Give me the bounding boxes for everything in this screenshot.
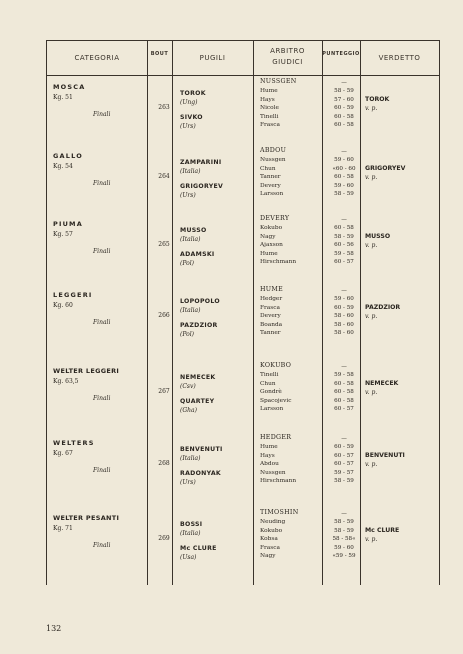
referee-name: HEDGER [260,434,292,441]
header-bout: BOUT [150,51,169,57]
category-name: WELTER PESANTI [53,514,120,522]
verdict-type: v. p. [365,389,378,396]
boxer-name: BOSSI [180,521,203,528]
verdict-winner: MUSSO [365,233,391,240]
judge-name: Hedger [260,296,283,302]
weight-limit: Kg. 67 [53,450,73,457]
header-verdetto: VERDETTO [378,54,421,62]
judge-score: 60 - 58 [334,225,354,231]
judge-score: 60 - 58 [334,122,354,129]
judge-name: Larsson [260,191,284,198]
referee-name: DEVERY [260,215,290,222]
judge-score: 59 - 60 [334,296,354,302]
boxer-name: LOPOPOLO [180,298,220,305]
boxer-country: (Urs) [180,123,196,130]
column-divider [147,41,148,585]
judge-name: Hume [260,250,278,257]
judge-score: 59 - 60 [334,182,354,189]
header-pugili: PUGILI [199,54,226,62]
judge-score: 58 - 59 [334,519,354,525]
score-dash: — [341,217,347,223]
judge-score: 59 - 60 [334,544,354,551]
bout-number: 268 [158,460,170,467]
judge-name: Frasca [260,122,280,129]
judge-score: 58 - 60 [334,321,354,328]
boxer-country: (Italia) [180,236,201,243]
weight-limit: Kg. 71 [53,525,73,532]
judge-name: Abdou [260,461,279,468]
judge-score: 58 - 59 [334,88,354,94]
boxer-country: (Pol) [180,331,195,338]
judge-score: 57 - 60 [334,96,354,103]
judge-score: 60 - 58 [334,397,354,404]
bout-number: 266 [158,312,170,319]
boxer-country: (Urs) [180,192,196,199]
judge-score: 60 - 58 [334,113,354,120]
judge-score: 58 - 59 [334,191,354,198]
header-arbitro: ARBITRO [270,47,305,55]
judge-name: Tanner [260,330,281,337]
bout-number: 263 [158,104,170,111]
stage-label: Finali [93,542,111,549]
verdict-type: v. p. [365,242,378,249]
score-dash: — [341,364,347,370]
weight-limit: Kg. 63,5 [53,378,79,385]
bout-number: 267 [158,388,170,395]
boxer-name: RADONYAK [180,470,221,477]
header-punteggio: PUNTEGGIO [322,51,360,57]
weight-limit: Kg. 57 [53,231,73,238]
judge-score: 60 - 59 [334,105,354,112]
judge-name: Devery [260,182,281,189]
boxer-name: ADAMSKI [180,251,215,258]
boxer-name: GRIGORYEV [180,183,224,190]
judge-name: Hays [260,452,275,459]
bout-number: 269 [158,535,170,542]
boxer-name: TOROK [180,90,206,97]
judge-score: «60 - 60 [332,165,356,172]
stage-label: Finali [93,180,111,187]
judge-name: Spacojevic [260,397,292,404]
judge-name: Frasca [260,304,280,311]
verdict-winner: Mc CLURE [365,527,400,534]
judge-name: Nussgen [260,469,286,476]
verdict-type: v. p. [365,313,378,320]
header-divider [47,75,439,76]
judge-name: Kobsa [260,536,278,543]
boxer-name: QUARTEY [180,398,215,405]
judge-score: 60 - 58 [334,380,354,387]
category-name: PIUMA [53,220,83,228]
judge-name: Hume [260,444,278,450]
judge-name: Kokubo [260,225,283,231]
bout-number: 265 [158,241,170,248]
judge-name: Tinelli [260,113,279,120]
boxer-country: (Urs) [180,479,196,486]
bout-number: 264 [158,173,170,180]
stage-label: Finali [93,467,111,474]
column-divider [360,41,361,585]
judge-score: 59 - 58 [334,250,354,257]
judge-name: Nicole [260,105,279,112]
judge-name: Hirschmann [260,259,297,266]
weight-limit: Kg. 51 [53,94,73,101]
judge-name: Hume [260,88,278,94]
stage-label: Finali [93,248,111,255]
stage-label: Finali [93,111,111,118]
category-name: WELTER LEGGERI [53,367,120,375]
judge-name: Chun [260,165,276,172]
boxer-name: SIVKO [180,114,203,121]
score-dash: — [341,511,347,517]
category-name: WELTERS [53,439,95,447]
judge-score: 58 - 60 [334,313,354,320]
score-dash: — [341,80,347,86]
judge-score: 60 - 57 [334,461,354,468]
boxer-name: BENVENUTI [180,446,223,453]
judge-score: 58 - 60 [334,330,354,337]
weight-limit: Kg. 54 [53,163,73,170]
boxer-name: Mc CLURE [180,545,217,552]
verdict-winner: NEMECEK [365,380,399,387]
header-categoria: CATEGORIA [74,54,120,62]
judge-name: Frasca [260,544,280,551]
header-giudici: GIUDICI [272,58,303,66]
judge-score: 60 - 59 [334,304,354,311]
judge-name: Gondrè [260,389,282,396]
judge-name: Hays [260,96,275,103]
score-dash: — [341,436,347,442]
judge-name: Boanda [260,321,283,328]
referee-name: HUME [260,286,284,293]
judge-score: 59 - 58 [334,372,354,378]
judge-score: 58 - 58« [332,536,356,543]
column-divider [322,41,323,585]
boxer-country: (Ung) [180,99,198,106]
judge-score: 60 - 59 [334,444,354,450]
boxer-name: NEMECEK [180,374,216,381]
boxer-country: (Italia) [180,455,201,462]
verdict-winner: BENVENUTI [365,452,405,459]
judge-name: Ajaxson [260,242,283,249]
verdict-type: v. p. [365,536,378,543]
judge-score: 60 - 57 [334,406,354,413]
judge-score: 58 - 59 [334,478,354,485]
judge-score: 60 - 56 [334,242,354,249]
category-name: GALLO [53,152,83,160]
judge-score: 60 - 57 [334,259,354,266]
judge-name: Tinelli [260,372,279,378]
boxer-country: (Pol) [180,260,195,267]
referee-name: TIMOSHIN [260,509,299,516]
judge-name: Kokubo [260,527,283,534]
boxer-country: (Usa) [180,554,197,561]
verdict-type: v. p. [365,174,378,181]
judge-name: Nagy [260,233,276,240]
verdict-type: v. p. [365,461,378,468]
boxer-country: (Csv) [180,383,196,390]
stage-label: Finali [93,395,111,402]
referee-name: KOKUBO [260,362,292,369]
judge-score: 59 - 60 [334,157,354,163]
boxer-country: (Italia) [180,168,201,175]
judge-name: Devery [260,313,281,320]
judge-score: «59 - 59 [332,553,356,560]
judge-score: 60 - 58 [334,389,354,396]
judge-score: 58 - 59 [334,527,354,534]
judge-score: 60 - 57 [334,452,354,459]
boxer-country: (Italia) [180,307,201,314]
verdict-winner: TOROK [365,96,390,103]
verdict-winner: GRIGORYEV [365,165,406,172]
judge-name: Neuding [260,519,286,525]
judge-score: 58 - 59 [334,233,354,240]
boxer-country: (Italia) [180,530,201,537]
judge-name: Hirschmann [260,478,297,485]
verdict-winner: PAZDZIOR [365,304,401,311]
score-dash: — [341,149,347,155]
results-table [46,40,440,585]
judge-score: 59 - 57 [334,469,354,476]
weight-limit: Kg. 60 [53,302,73,309]
category-name: LEGGERI [53,291,93,299]
stage-label: Finali [93,319,111,326]
judge-name: Larsson [260,406,284,413]
column-divider [253,41,254,585]
referee-name: ABDOU [260,147,287,154]
judge-name: Nussgen [260,157,286,163]
boxer-name: MUSSO [180,227,207,234]
category-name: MOSCA [53,83,86,91]
judge-score: 60 - 58 [334,174,354,181]
referee-name: NUSSGEN [260,78,297,85]
boxer-country: (Gha) [180,407,197,414]
boxer-name: ZAMPARINI [180,159,222,166]
boxer-name: PAZDZIOR [180,322,218,329]
judge-name: Nagy [260,553,276,560]
judge-name: Chun [260,380,276,387]
page-number: 132 [46,624,62,633]
judge-name: Tanner [260,174,281,181]
verdict-type: v. p. [365,105,378,112]
score-dash: — [341,288,347,294]
